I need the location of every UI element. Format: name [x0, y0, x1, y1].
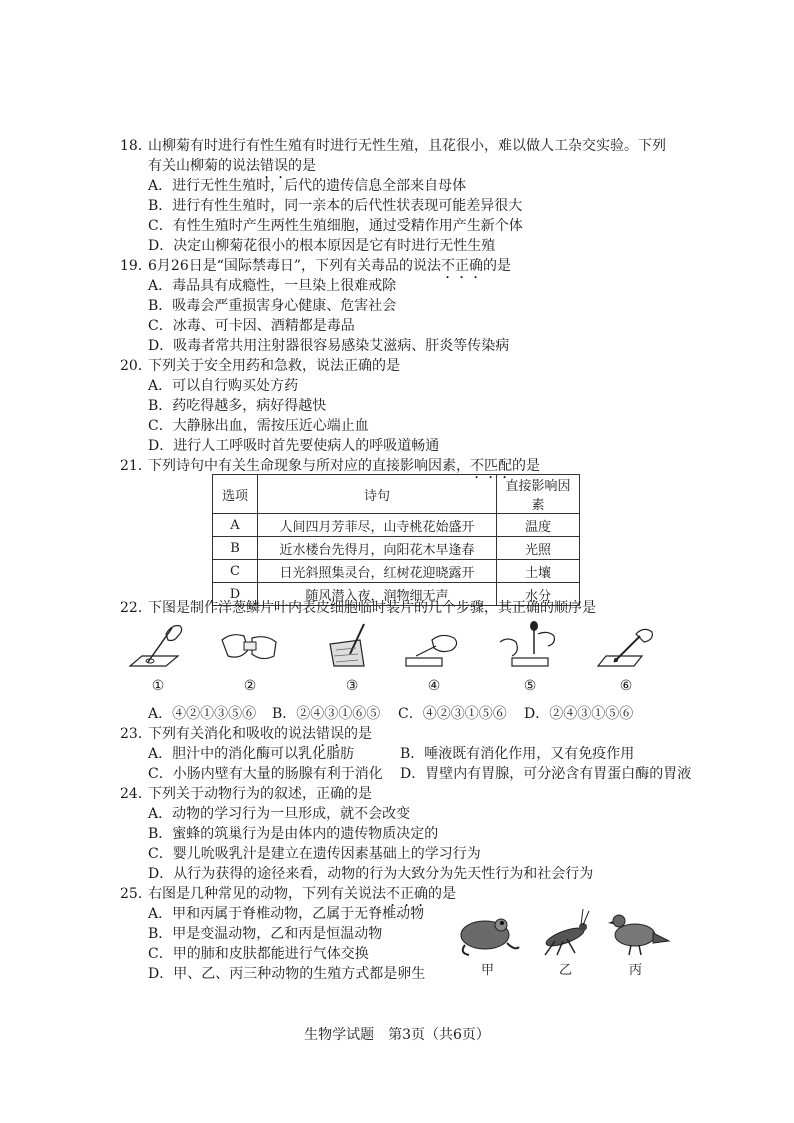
table-header-cell: 选项 — [213, 475, 258, 514]
q18-line2: 有关山柳菊的说法错误的是 — [148, 158, 316, 174]
step-figure-5 — [498, 620, 562, 676]
table-header-cell: 诗句 — [258, 475, 497, 514]
step-figure-2 — [218, 620, 282, 676]
table-row — [213, 537, 580, 560]
step-label-5: ⑤ — [523, 678, 537, 694]
q24-option-a: A．动物的学习行为一旦形成，就不会改变 — [148, 806, 411, 822]
q21-stem: 21．下列诗句中有关生命现象与所对应的直接影响因素，不匹配的是 — [120, 458, 540, 474]
slide-placing-icon — [126, 620, 190, 676]
q22-stem: 22．下图是制作洋葱鳞片叶内表皮细胞临时装片的几个步骤，其正确的顺序是 — [120, 600, 596, 616]
q19-option-b: B．吸毒会严重损害身心健康、危害社会 — [148, 298, 397, 314]
q20-option-b: B．药吃得越多，病好得越快 — [148, 398, 327, 414]
q19-option-a: A．毒品具有成瘾性，一旦染上很难戒除 — [148, 278, 397, 294]
step-figure-4 — [402, 620, 466, 676]
q23-option-d: D．胃壁内有胃腺，可分泌含有胃蛋白酶的胃液 — [400, 766, 692, 782]
table-cell: 土壤 — [497, 560, 580, 583]
table-cell: 温度 — [497, 514, 580, 537]
q20-option-a: A．可以自行购买处方药 — [148, 378, 299, 394]
q19-stem: 19．6月26日是“国际禁毒日”，下列有关毒品的说法不正确的是 — [120, 258, 512, 274]
q18-option-c: C．有性生殖时产生两性生殖细胞，通过受精作用产生新个体 — [148, 218, 523, 234]
q25-stem: 25．右图是几种常见的动物，下列有关说法不正确的是 — [120, 886, 456, 902]
q19-option-c: C．冰毒、可卡因、酒精都是毒品 — [148, 318, 355, 334]
animals-drawing — [455, 905, 675, 959]
step-figure-1 — [126, 620, 190, 676]
table-cell: B — [213, 537, 258, 560]
step-figure-6 — [594, 620, 658, 676]
page-footer: 生物学试题 第3页（共6页） — [304, 1027, 490, 1043]
table-cell: D — [213, 583, 258, 606]
q18-option-a: A．进行无性生殖时，后代的遗传信息全部来自母体 — [148, 178, 467, 194]
q18-option-b: B．进行有性生殖时，同一亲本的后代性状表现可能差异很大 — [148, 198, 523, 214]
q25-option-b: B．甲是变温动物，乙和丙是恒温动物 — [148, 926, 383, 942]
q20-option-d: D．进行人工呼吸时首先要使病人的呼吸道畅通 — [148, 438, 440, 454]
table-cell: 近水楼台先得月，向阳花木早逢春 — [258, 537, 497, 560]
animal-label-yi: 乙 — [559, 963, 573, 978]
q22-option-b: B．②④③①⑥⑤ — [272, 706, 381, 722]
table-cell: 随风潜入夜，润物细无声 — [258, 583, 497, 606]
table-cell: 日光斜照集灵台，红树花迎晓露开 — [258, 560, 497, 583]
q24-option-d: D．从行为获得的途径来看，动物的行为大致分为先天性行为和社会行为 — [148, 866, 594, 882]
peeling-hands-icon — [218, 620, 282, 676]
q21-table — [212, 474, 580, 606]
step-label-6: ⑥ — [619, 678, 633, 694]
frog-icon — [461, 919, 519, 955]
q23-option-b: B．唾液既有消化作用，又有免疫作用 — [400, 746, 635, 762]
table-cell: 水分 — [497, 583, 580, 606]
step-label-1: ① — [151, 678, 165, 694]
q23-option-a: A．胆汁中的消化酶可以乳化脂肪 — [148, 746, 355, 762]
dropper-icon — [498, 620, 562, 676]
q25-option-d: D．甲、乙、丙三种动物的生殖方式都是卵生 — [148, 966, 426, 982]
q22-figures — [120, 620, 680, 700]
q24-stem: 24．下列关于动物行为的叙述，正确的是 — [120, 786, 372, 802]
q20-stem: 20．下列关于安全用药和急救，说法正确的是 — [120, 358, 400, 374]
step-figure-3 — [320, 620, 384, 676]
step-label-2: ② — [243, 678, 257, 694]
q22-option-d: D．②④③①⑤⑥ — [524, 706, 634, 722]
staining-icon — [594, 620, 658, 676]
table-header-cell: 直接影响因素 — [497, 475, 580, 514]
q25-option-a: A．甲和丙属于脊椎动物，乙属于无脊椎动物 — [148, 906, 425, 922]
grasshopper-icon — [544, 909, 589, 955]
q25-option-c: C．甲的肺和皮肤都能进行气体交换 — [148, 946, 369, 962]
q25-animal-figures — [455, 905, 675, 978]
table-row — [213, 560, 580, 583]
q23-option-c: C．小肠内壁有大量的肠腺有利于消化 — [148, 766, 383, 782]
animal-label-jia: 甲 — [481, 963, 495, 978]
cutting-scale-icon — [320, 620, 384, 676]
step-label-4: ④ — [427, 678, 441, 694]
q24-option-c: C．婴儿吮吸乳汁是建立在遗传因素基础上的学习行为 — [148, 846, 481, 862]
q18-line1: 18．山柳菊有时进行有性生殖有时进行无性生殖，且花很小，难以做人工杂交实验。下列 — [120, 138, 666, 154]
q22-option-a: A．④②①③⑤⑥ — [148, 706, 257, 722]
q23-stem: 23．下列有关消化和吸收的说法错误的是 — [120, 726, 372, 742]
table-row — [213, 514, 580, 537]
table-header-row — [213, 475, 580, 514]
table-cell: 光照 — [497, 537, 580, 560]
table-cell: A — [213, 514, 258, 537]
q18-option-d: D．决定山柳菊花很小的根本原因是它有时进行无性生殖 — [148, 238, 496, 254]
step-label-3: ③ — [345, 678, 359, 694]
q20-option-c: C．大静脉出血，需按压近心端止血 — [148, 418, 369, 434]
q22-option-c: C．④②③①⑤⑥ — [398, 706, 507, 722]
q24-option-b: B．蜜蜂的筑巢行为是由体内的遗传物质决定的 — [148, 826, 439, 842]
pigeon-icon — [608, 915, 669, 955]
table-cell: 人间四月芳菲尽，山寺桃花始盛开 — [258, 514, 497, 537]
animal-label-bing: 丙 — [629, 963, 643, 978]
table-cell: C — [213, 560, 258, 583]
coverslip-icon — [402, 620, 466, 676]
q19-option-d: D．吸毒者常共用注射器很容易感染艾滋病、肝炎等传染病 — [148, 338, 510, 354]
